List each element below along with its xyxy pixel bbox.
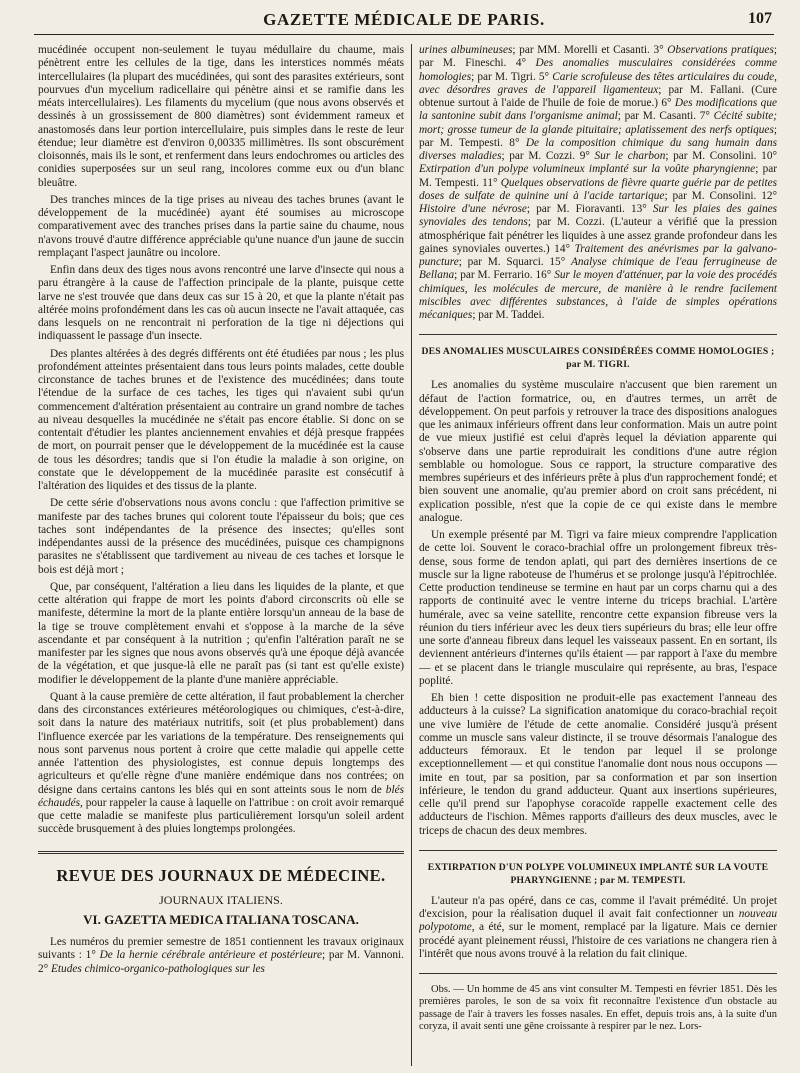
- left-column: [38, 44, 404, 1066]
- text-run: — Un homme de 45 ans vint consulter M. Tempesti en février 1851. Dès les premières paroles, le son de sa voix fit reconnaître l'existence d'un obstacle au passage de l'air à travers les fosses nasales. En effet, depuis trois ans, à la suite d'un coryza, il avait senti une gêne croissante à respirer par le nez. Lors-: [419, 984, 777, 1033]
- italic-run: Etudes chimico-organico-pathologiques sur les: [51, 962, 265, 975]
- section-rule: [419, 850, 777, 851]
- paragraph: Des tranches minces de la tige prises au niveau des taches brunes (avant le développement de la mucédinée) ayant été soumises au microscope comparativement avec des tranches prises dans la partie saine du chaume, nous n'avons trouvé d'autre différence appréciable qu'une nuance d'un jaune de succin remplaçant l'aspect jaunâtre ou incolore.: [38, 193, 404, 259]
- journal-title: GAZETTE MÉDICALE DE PARIS.: [263, 10, 545, 29]
- right-column: [419, 44, 777, 1066]
- italic-run: nouveau polypotome: [419, 908, 777, 934]
- article-author: par M. TEMPESTI.: [600, 874, 686, 886]
- text-run: ; par M. Vannoni. 2°: [38, 949, 404, 975]
- text-run: ; par M. Casanti. 7°: [617, 110, 714, 123]
- column-divider: [411, 44, 412, 1066]
- text-run: ; par M. Tigri. 5°: [471, 70, 553, 83]
- paragraph: mucédinée occupent non-seulement le tuyau médullaire du chaume, mais pénètrent entre les cellules de la tige, dans les interstices nommés méats intercellulaires (la plupart des mucédinées, qui sont des parasites extérieurs, sont pourvues d'un mycelium radicellaire qui pénètre ainsi et se ramifie dans les méats intercellulaires). Les filaments du mycelium (que nous avons observés et dessinés à un grossissement de 800 diamètres) sont évidemment rameux et anastomosés dans leur portion intercellulaire, puis simples dans le reste de leur étendue; leur diamètre est d'environ 0,00335 millimètres. Ils sont obscurément cloisonnés, mais ils le sont, et renferment dans leurs endochromes ou articles des conidies superposées sur un seul rang, incolores comme eux ou d'un blanc bleuâtre.: [38, 44, 404, 189]
- article-title: EXTIRPATION D'UN POLYPE VOLUMINEUX IMPLANTÉ SUR LA VOUTE PHARYNGIENNE ;: [427, 861, 769, 886]
- italic-run: Quelques observations de fièvre quarte guérie par de petites doses de sulfate de quinine uni à l'acide tartarique: [419, 176, 777, 202]
- italic-run: Analyse chimique de l'eau ferrugineuse de Bellana: [419, 256, 777, 282]
- text-run: ; par M. Fineschi. 4°: [419, 44, 777, 70]
- italic-run: Sur le charbon: [594, 150, 666, 162]
- text-run: Les numéros du premier semestre de 1851 contiennent les travaux originaux suivants : 1°: [38, 936, 404, 962]
- italic-run: Cécité subite; mort; grosse tumeur de la glande pituitaire; aplatissement des nerfs optiques: [419, 110, 777, 136]
- paragraph: [38, 936, 404, 976]
- paragraph: Les anomalies du système musculaire n'accusent que bien rarement un défaut de l'action formatrice, ou, en d'autres termes, un arrêt de développement. On peut parfois y retrouver la trace des dispositions analogues que les animaux inférieurs offrent dans leur conformation. Mais un autre point de vue mieux justifié est celui d'après lequel la déviation apparente qui s'observe dans une partie reproduirait les conditions d'une autre région semblable ou homologue. Sous ce rapport, la structure comparative des membres supérieurs et des inférieurs prête à plus d'un rapprochement fondé; et bien souvent une anomalie, qu'au premier abord on croit sans précédent, ni explication possible, n'est que la copie de ce qui existe dans le membre analogue.: [419, 379, 777, 524]
- text-run: ; par M. Tempesti. 11°: [419, 163, 777, 189]
- text-run: , a été, sur le moment, remplacé par la ligature. Mais ce dernier procédé ayant pleinement réussi, l'histoire de ces variations ne changera rien à l'intérêt que nous avons trouvé à la relation du fait clinique.: [419, 921, 777, 960]
- article-heading: [419, 861, 777, 887]
- italic-run: De la hernie cérébrale antérieure et postérieure: [99, 949, 323, 962]
- page-number: 107: [748, 10, 772, 27]
- italic-run: Carie scrofuleuse des têtes articulaires du coude, avec désordres graves de l'appareil ligamenteux: [419, 70, 777, 96]
- page-header: [34, 8, 774, 35]
- section-rule: [419, 334, 777, 335]
- italic-run: De la composition chimique du sang humain dans diverses maladies: [419, 136, 777, 162]
- italic-run: Sur le moyen d'atténuer, par la voie des procédés chimiques, les molécules de mercure, de manière à le rendre facilement miscibles avec différentes substances, à l'aide de simples opérations mécaniques: [419, 269, 777, 321]
- italic-run: Des modifications que la santonine subit dans l'organisme animal: [419, 97, 777, 123]
- text-run: ; par M. Fallani. (Cure obtenue surtout à l'aide de l'huile de foie de morue.) 6°: [419, 83, 777, 109]
- paragraph: Enfin dans deux des tiges nous avons rencontré une larve d'insecte qui nous a paru étrangère à la cause de l'affection principale de la plante, puisque cette larve ne s'est trouvée que dans deux cas sur 15 à 20, et que la plante n'était pas altérée moins profondément dans les cas où aucun insecte ne l'avait attaquée, cas dans lesquels on ne rencontrait ni perforation de la tige ni déjections qui indiquassent le passage d'un insecte.: [38, 264, 404, 343]
- article-heading: [419, 345, 777, 371]
- section-heading: VI. GAZETTA MEDICA ITALIANA TOSCANA.: [83, 911, 359, 927]
- italic-run: Traitement des anévrismes par la galvano-puncture: [419, 242, 777, 268]
- paragraph: [419, 44, 777, 322]
- italic-run: blés échaudés: [38, 783, 404, 809]
- text-run: ; par M. Consolini. 10°: [665, 150, 777, 162]
- paragraph: Eh bien ! cette disposition ne produit-elle pas exactement l'anneau des adducteurs à la cuisse? La signification anatomique du coraco-brachial reçoit une vive lumière de l'étude de cette anomalie. Considéré jusqu'à présent comme un muscle sans valeur distincte, il se trouve désormais l'analogue des adducteurs fémoraux. Et le tendon par lequel il se prolonge exceptionnellement — et qui constitue l'anomalie dont nous nous occupons — imite en tout, par sa position, par sa conformation et par son insertion inférieure, le tendon du grand adducteur. Quant aux insertions supérieures, celle qu'il prend sur l'apophyse coracoïde rappelle exactement celle des adducteurs de l'ischion. Mêmes rapports d'ailleurs des deux muscles, avec le triceps de chacun des deux membres.: [419, 692, 777, 837]
- text-run: ; par MM. Morelli et Casanti. 3°: [512, 44, 668, 56]
- text-run: ; par M. Taddei.: [472, 309, 545, 321]
- text-run: ; par M. Cozzi. 9°: [501, 150, 595, 162]
- article-title: DES ANOMALIES MUSCULAIRES CONSIDÉRÉES COMME HOMOLOGIES ;: [421, 346, 775, 358]
- text-run: ; par M. Fioravanti. 13°: [526, 203, 653, 215]
- section-rule: [38, 851, 404, 854]
- text-run: ; par M. Consolini. 12°: [664, 189, 777, 202]
- section-rule: [419, 973, 777, 974]
- text-run: ; par M. Squarci. 15°: [458, 256, 571, 268]
- italic-run: Observations pratiques: [667, 44, 774, 56]
- paragraph: Un exemple présenté par M. Tigri va faire mieux comprendre l'application de cette loi. Souvent le coraco-brachial offre un prolongement fibreux très-dense, sous forme de tendon aplati, qui part des dernières insertions de ce muscle sur la ligne raboteuse de l'humérus et se prolonge jusqu'à l'épitrochlée. Cette production tendineuse se termine en haut par un corps charnu qui a des rapports de continuité avec le ventre interne du triceps brachial. L'artère humérale, avec sa veine satellite, rencontre cette expansion fibreuse vers la réunion du tiers inférieur avec les deux tiers supérieurs du bras; elle leur offre une sorte d'anneau fibreux dans lequel les vaisseaux passent. En en sortant, ils deviennent antérieurs d'internes qu'ils étaient — par rapport à l'axe du membre — et se placent dans le triangle musculaire qui représente, au bras, l'espace poplité.: [419, 529, 777, 687]
- paragraph: Que, par conséquent, l'altération a lieu dans les liquides de la plante, et que cette altération qui frappe de mort les points d'abord circonscrits où elle se manifeste, détermine la mort de la plante entière lorsqu'un anneau de la base de la tige se trouve complètement envahi et s'oppose à la marche de la séve ascendante et par conséquent à la nutrition ; qu'enfin l'altération paraît ne se manifester par les signes que nous avons observés qu'à une époque déjà avancée de la végétation, et que jusque-là elle ne paraît pas (si tant est qu'elle existe) modifier le développement de la plante d'une manière appréciable.: [38, 580, 404, 686]
- text-run: ; par M. Cozzi. (L'auteur a vérifié que la pression atmosphérique fait pénétrer les liquides à une assez grande profondeur dans les gaines synoviales ouvertes.) 14°: [419, 216, 777, 255]
- italic-run: Extirpation d'un polype volumineux implanté sur la voûte pharyngienne: [419, 163, 756, 176]
- italic-run: Sur les plaies des gaines synoviales des tendons: [419, 203, 777, 229]
- text-run: ; par M. Ferrario. 16°: [454, 269, 555, 282]
- italic-run: Des anomalies musculaires considérées comme homologies: [419, 57, 777, 83]
- paragraph: Des plantes altérées à des degrés différents ont été étudiées par nous ; les plus profondément atteintes présentaient dans tous leurs points malades, cette double circonstance de taches brunes et de l'existence des mucédinées; dans toute l'étendue de la surface de ces taches, les tiges qui n'avaient subi qu'un commencement d'altération présentaient au contraire un grand nombre de taches au niveau desquelles la mucédinée ne s'était pas encore établie. Si donc on se contentait d'étudier les plantes anciennement envahies et déjà presque frappées de mort, on pourrait penser que le développement de la mucédinée est la cause de tous les désordres; tandis que si l'on étudie la maladie à son origine, on constate que le développement de la mucédinée parasite est consécutif à l'altération des liquides et des tissus de la plante.: [38, 347, 404, 492]
- paragraph: [38, 691, 404, 837]
- journaux-subheading: JOURNAUX ITALIENS.: [159, 892, 283, 907]
- text-run: L'auteur n'a pas opéré, dans ce cas, comme il l'avait prémédité. Un projet d'excision, pour la réalisation duquel il avait fait confectionner un: [419, 894, 777, 920]
- paragraph: De cette série d'observations nous avons conclu : que l'affection primitive se manifeste par des taches brunes qui colorent toute l'épaisseur du bois; que ces taches sont indépendantes de la présence des insectes; qu'elles sont indépendantes aussi de la présence des mucédinées, puisque ces champignons parasites ne s'établissent que tardivement au niveau de ces taches et lorsque le bois est déjà mort ;: [38, 497, 404, 576]
- text-run: Quant à la cause première de cette altération, il faut probablement la chercher dans des circonstances extérieures météorologiques ou chimiques, c'est-à-dire, soit dans la nature des matériaux nutritifs, soit (et plus probablement) dans l'influence exercée par les variations de la température. Des renseignements qui nous sont parvenus nous portent à croire que cette maladie qui appelle cette année l'attention des physiologistes, est connue depuis longtemps des agriculteurs et qu'elle règne d'une manière endémique dans nos contrées; on désigne dans certains cantons les blés qui en sont atteints sous le nom de: [38, 690, 404, 796]
- italic-run: urines albumineuses: [419, 44, 513, 56]
- italic-run: Histoire d'une névrose: [419, 203, 527, 215]
- text-run: , pour rappeler la cause à laquelle on l'attribue : on croit avoir remarqué que cette maladie se manifeste plus particulièrement lorsqu'un soleil ardent succède brusquement à des pluies longtemps prolongées.: [38, 796, 404, 836]
- revue-heading: REVUE DES JOURNAUX DE MÉDECINE.: [56, 865, 386, 885]
- paragraph: [419, 895, 777, 961]
- text-run: ; par M. Tempesti. 8°: [419, 123, 777, 149]
- article-author: par M. TIGRI.: [566, 359, 630, 371]
- observation-paragraph: [419, 984, 777, 1034]
- obs-label: Obs.: [431, 984, 451, 995]
